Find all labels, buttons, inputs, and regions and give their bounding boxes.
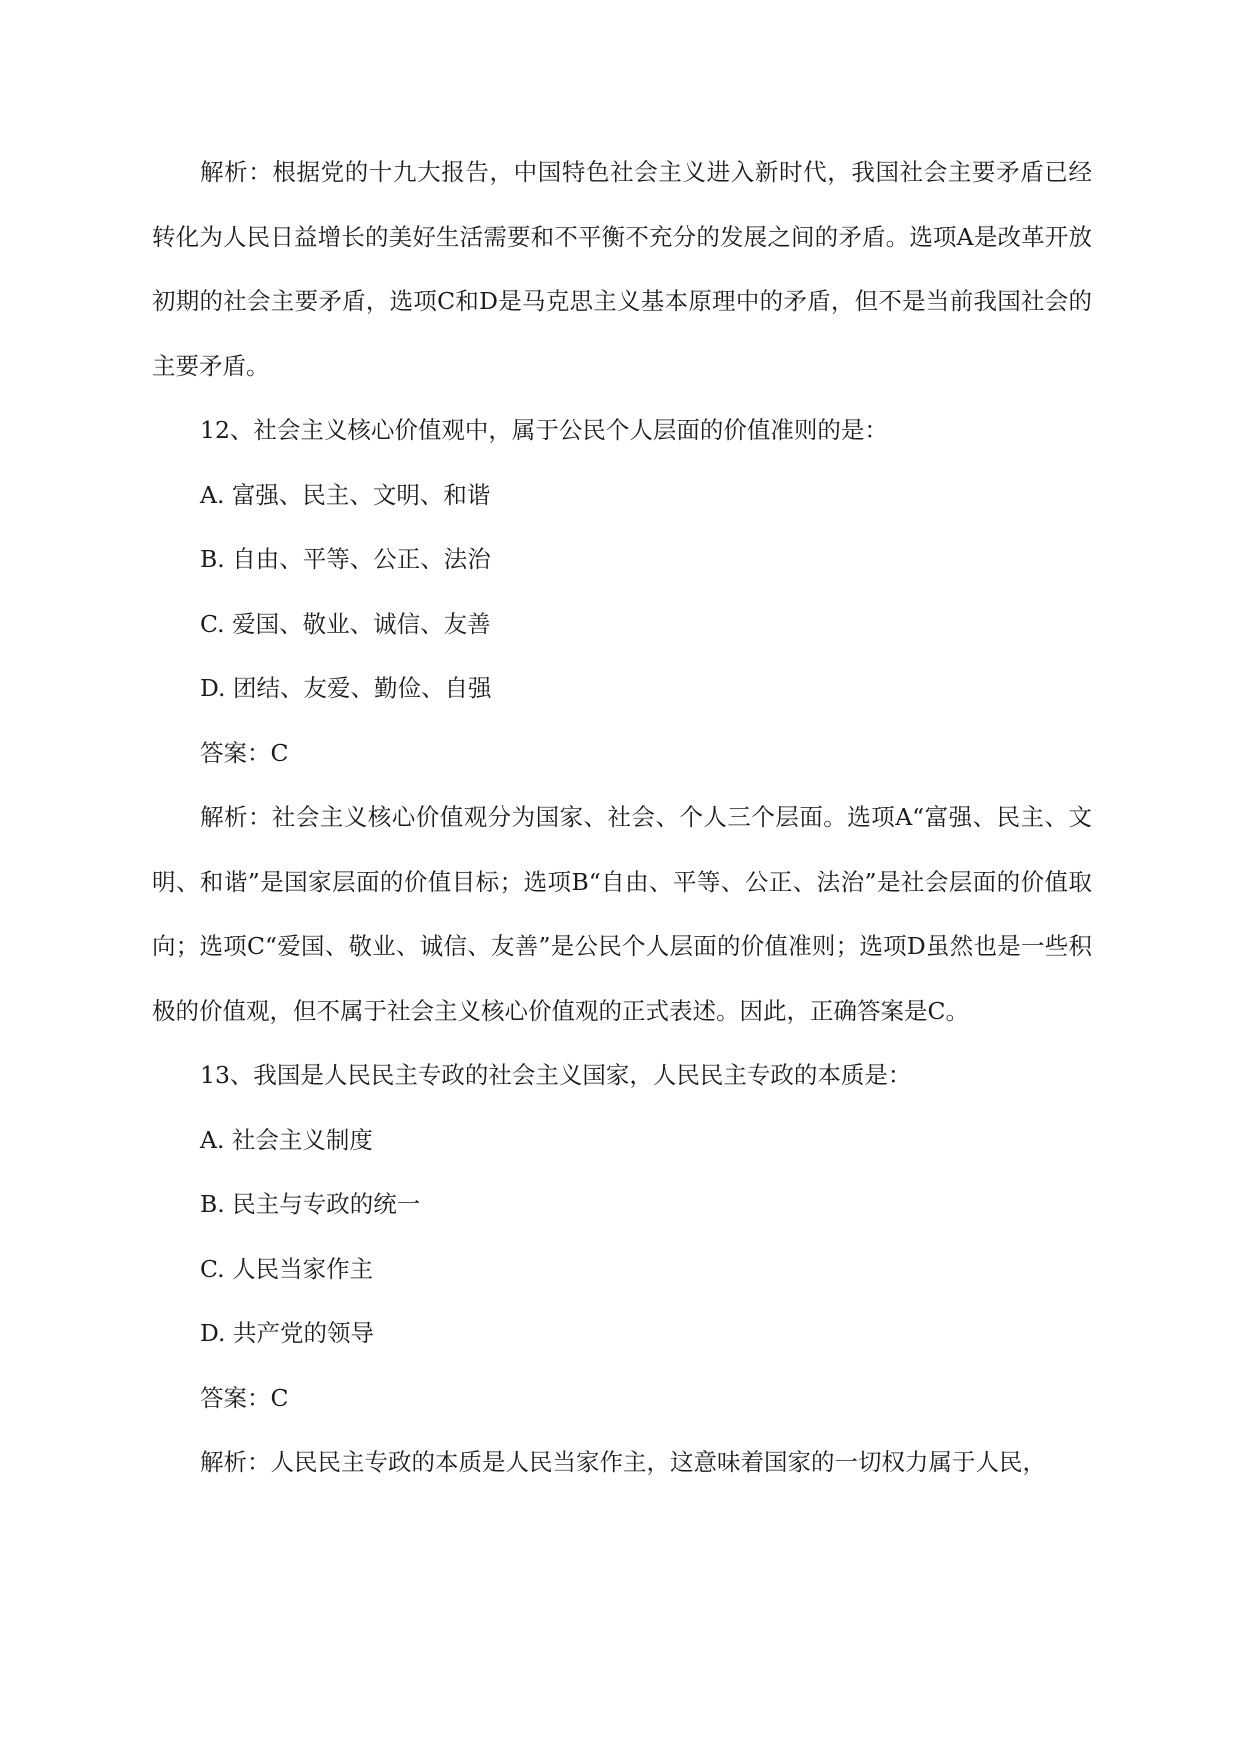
analysis-q13: 解析：人民民主专政的本质是人民当家作主，这意味着国家的一切权力属于人民， <box>200 1448 1046 1476</box>
q13-answer: 答案：C <box>200 1383 289 1412</box>
question-13: 13、我国是人民民主专政的社会主义国家，人民民主专政的本质是： <box>200 1061 912 1089</box>
question-12: 12、社会主义核心价值观中，属于公民个人层面的价值准则的是： <box>200 416 888 444</box>
q13-option-c: C. 人民当家作主 <box>200 1254 374 1283</box>
analysis-q11: 解析：根据党的十九大报告，中国特色社会主义进入新时代，我国社会主要矛盾已经转化为人民日益增长的美好生活需要和不平衡不充分的发展之间的矛盾。选项A是改革开放初期的社会主要矛盾，选项C和D是马克思主义基本原理中的矛盾，但不是当前我国社会的主要矛盾。 <box>152 158 1092 380</box>
q12-option-c: C. 爱国、敬业、诚信、友善 <box>200 609 491 638</box>
q12-option-a: A. 富强、民主、文明、和谐 <box>200 480 491 509</box>
analysis-q12: 解析：社会主义核心价值观分为国家、社会、个人三个层面。选项A“富强、民主、文明、和谐”是国家层面的价值目标；选项B“自由、平等、公正、法治”是社会层面的价值取向；选项C“爱国、敬业、诚信、友善”是公民个人层面的价值准则；选项D虽然也是一些积极的价值观，但不属于社会主义核心价值观的正式表述。因此，正确答案是C。 <box>152 803 1092 1025</box>
q13-option-a: A. 社会主义制度 <box>200 1125 373 1154</box>
q12-answer: 答案：C <box>200 738 289 767</box>
document-body <box>152 140 1092 1495</box>
q12-option-b: B. 自由、平等、公正、法治 <box>200 545 491 573</box>
q12-option-d: D. 团结、友爱、勤俭、自强 <box>200 674 492 702</box>
q13-option-d: D. 共产党的领导 <box>200 1319 374 1347</box>
q13-option-b: B. 民主与专政的统一 <box>200 1190 421 1218</box>
